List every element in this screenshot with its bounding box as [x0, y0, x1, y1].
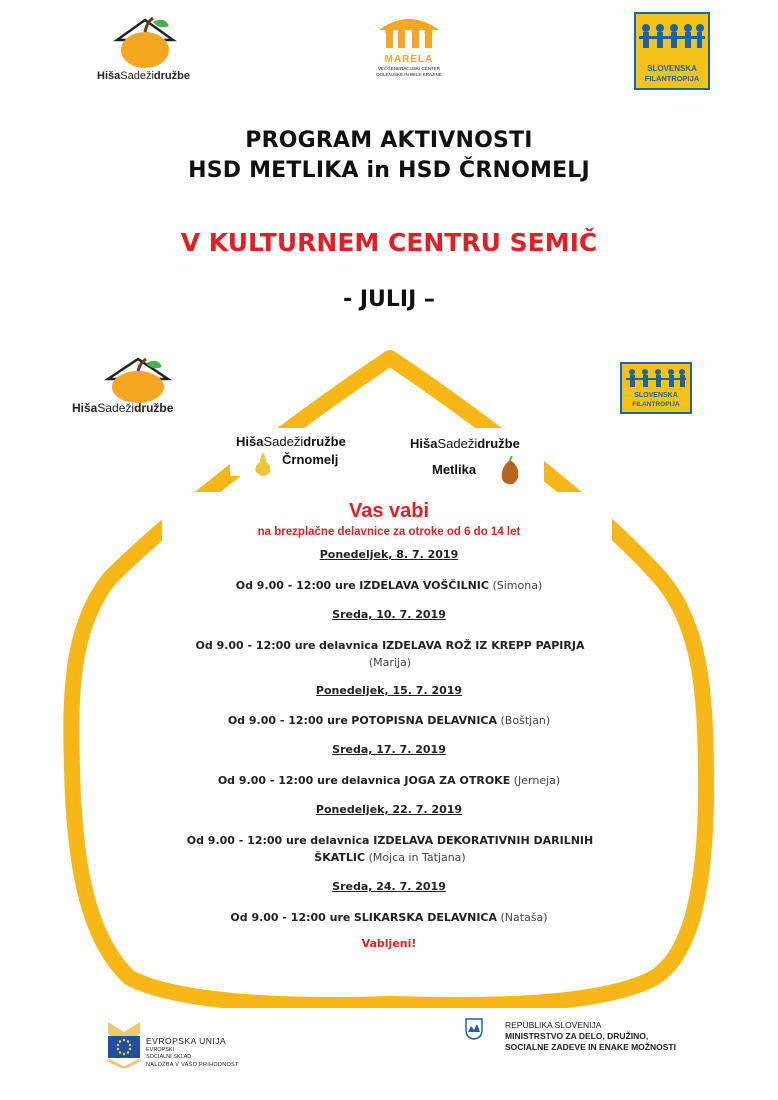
- eu-logo: [106, 1020, 256, 1070]
- eu-line1: EVROPSKA UNIJA: [146, 1036, 227, 1046]
- people-row-icon: [636, 16, 708, 64]
- event-person: (Marija): [368, 656, 412, 669]
- marela-subtitle1: VEČGENERACIJSKI CENTER: [377, 66, 440, 71]
- event-date: Sreda, 24. 7. 2019: [332, 880, 446, 893]
- logo-text-part1: Hiša: [72, 401, 98, 415]
- slovenska-filantropija-logo-top: [634, 12, 710, 90]
- event-title: IZDELAVA VOŠČILNIC: [359, 579, 489, 592]
- pear-icon: [252, 450, 274, 476]
- event-title: delavnica JOGA ZA OTROKE: [341, 774, 511, 787]
- logo-text-part2: Sadeži: [120, 70, 154, 82]
- slovenia-coat-of-arms-icon: [465, 1018, 483, 1040]
- logo-text-part1: Hiša: [236, 434, 264, 449]
- event-person: (Simona): [492, 579, 543, 592]
- event-time: Od 9.00 - 12:00 ure: [186, 834, 307, 847]
- event-date: Ponedeljek, 22. 7. 2019: [315, 803, 463, 816]
- event-line: [0, 712, 778, 729]
- crnomelj-city: Črnomelj: [282, 452, 339, 467]
- invite-heading: Vas vabi: [348, 500, 430, 522]
- people-row-icon: [622, 364, 690, 394]
- ministry-line3: SOCIALNE ZADEVE IN ENAKE MOŽNOSTI: [505, 1042, 676, 1052]
- marela-subtitle2: DOLENJSKE IN BELE KRAJINE: [376, 72, 442, 77]
- event-line: [180, 832, 600, 866]
- hsd-logo-wordmark: [97, 70, 190, 82]
- event-title: delavnica IZDELAVA ROŽ IZ KREPP PAPIRJA: [319, 639, 585, 652]
- fruit-icon: [496, 456, 524, 486]
- logo-text-part3: družbe: [477, 436, 520, 451]
- house-apple-icon: [95, 14, 195, 70]
- umbrella-people-icon: [374, 14, 444, 54]
- hsd-poster-wordmark: [72, 401, 173, 415]
- event-time: Od 9.00 - 12:00 ure: [227, 714, 348, 727]
- hsd-metlika-logo: [404, 428, 544, 488]
- marela-logo: [372, 14, 446, 90]
- sf-line1: SLOVENSKA: [634, 392, 678, 399]
- eu-flag-icon: [106, 1020, 142, 1068]
- event-date: Sreda, 10. 7. 2019: [332, 608, 446, 621]
- title-line2: HSD METLIKA in HSD ČRNOMELJ: [188, 158, 590, 183]
- logo-text-part2: Sadeži: [263, 434, 304, 449]
- event-line: [0, 772, 778, 789]
- month-title: - JULIJ –: [343, 287, 435, 312]
- hsd-logo-poster: [72, 355, 197, 417]
- event-title: SLIKARSKA DELAVNICA: [353, 911, 498, 924]
- logo-text-part3: družbe: [303, 434, 346, 449]
- event-person: (Nataša): [500, 911, 548, 924]
- event-time: Od 9.00 - 12:00 ure: [195, 639, 316, 652]
- eu-line4: NALOŽBA V VAŠO PRIHODNOST: [146, 1062, 239, 1068]
- slovenska-filantropija-logo-poster: [620, 362, 692, 414]
- logo-text-part2: Sadeži: [97, 401, 135, 415]
- sf-line2: FILANTROPIJA: [644, 74, 700, 83]
- title-line1: PROGRAM AKTIVNOSTI: [245, 128, 533, 153]
- eu-line2: EVROPSKI: [146, 1047, 175, 1053]
- eu-line3: SOCIALNI SKLAD: [146, 1054, 192, 1060]
- house-apple-icon: [86, 355, 196, 405]
- event-date: Sreda, 17. 7. 2019: [332, 743, 446, 756]
- logo-text-part3: družbe: [134, 401, 174, 415]
- hsd-crnomelj-logo: [230, 428, 372, 476]
- ministry-line2: MINISTRSTVO ZA DELO, DRUŽINO,: [505, 1031, 649, 1041]
- event-line: [0, 909, 778, 926]
- event-person: (Jerneja): [513, 774, 561, 787]
- ministry-line1: REPUBLIKA SLOVENIJA: [505, 1020, 602, 1030]
- event-time: Od 9.00 - 12:00 ure: [217, 774, 338, 787]
- metlika-logo-name: [410, 436, 520, 451]
- event-person: (Mojca in Tatjana): [368, 851, 466, 864]
- sf-line2: FILANTROPIJA: [632, 401, 680, 408]
- hsd-logo-top: [95, 14, 195, 84]
- invite-subheading: na brezplačne delavnice za otroke od 6 do 14 let: [257, 526, 521, 538]
- event-time: Od 9.00 - 12:00 ure: [235, 579, 356, 592]
- crnomelj-logo-name: [236, 434, 346, 449]
- event-date: Ponedeljek, 15. 7. 2019: [315, 684, 463, 697]
- event-title: POTOPISNA DELAVNICA: [351, 714, 498, 727]
- event-date: Ponedeljek, 8. 7. 2019: [319, 548, 459, 561]
- event-person: (Boštjan): [500, 714, 551, 727]
- page-title: [0, 126, 778, 186]
- logo-text-part3: družbe: [153, 70, 190, 82]
- logo-text-part1: Hiša: [97, 70, 121, 82]
- logo-text-part2: Sadeži: [437, 436, 478, 451]
- marela-name: MARELA: [384, 54, 434, 65]
- event-time: Od 9.00 - 12:00 ure: [230, 911, 351, 924]
- event-title: delavnica IZDELAVA DEKORATIVNIH DARILNIH ŠKATLIC: [310, 834, 594, 864]
- closing-text: Vabljeni!: [361, 937, 417, 950]
- event-line: [180, 637, 600, 671]
- location-title: V KULTURNEM CENTRU SEMIČ: [180, 228, 598, 257]
- metlika-city: Metlika: [432, 462, 477, 477]
- logo-text-part1: Hiša: [410, 436, 438, 451]
- ministry-logo: [465, 1018, 725, 1052]
- event-line: [0, 577, 778, 594]
- sf-line1: SLOVENSKA: [647, 64, 697, 73]
